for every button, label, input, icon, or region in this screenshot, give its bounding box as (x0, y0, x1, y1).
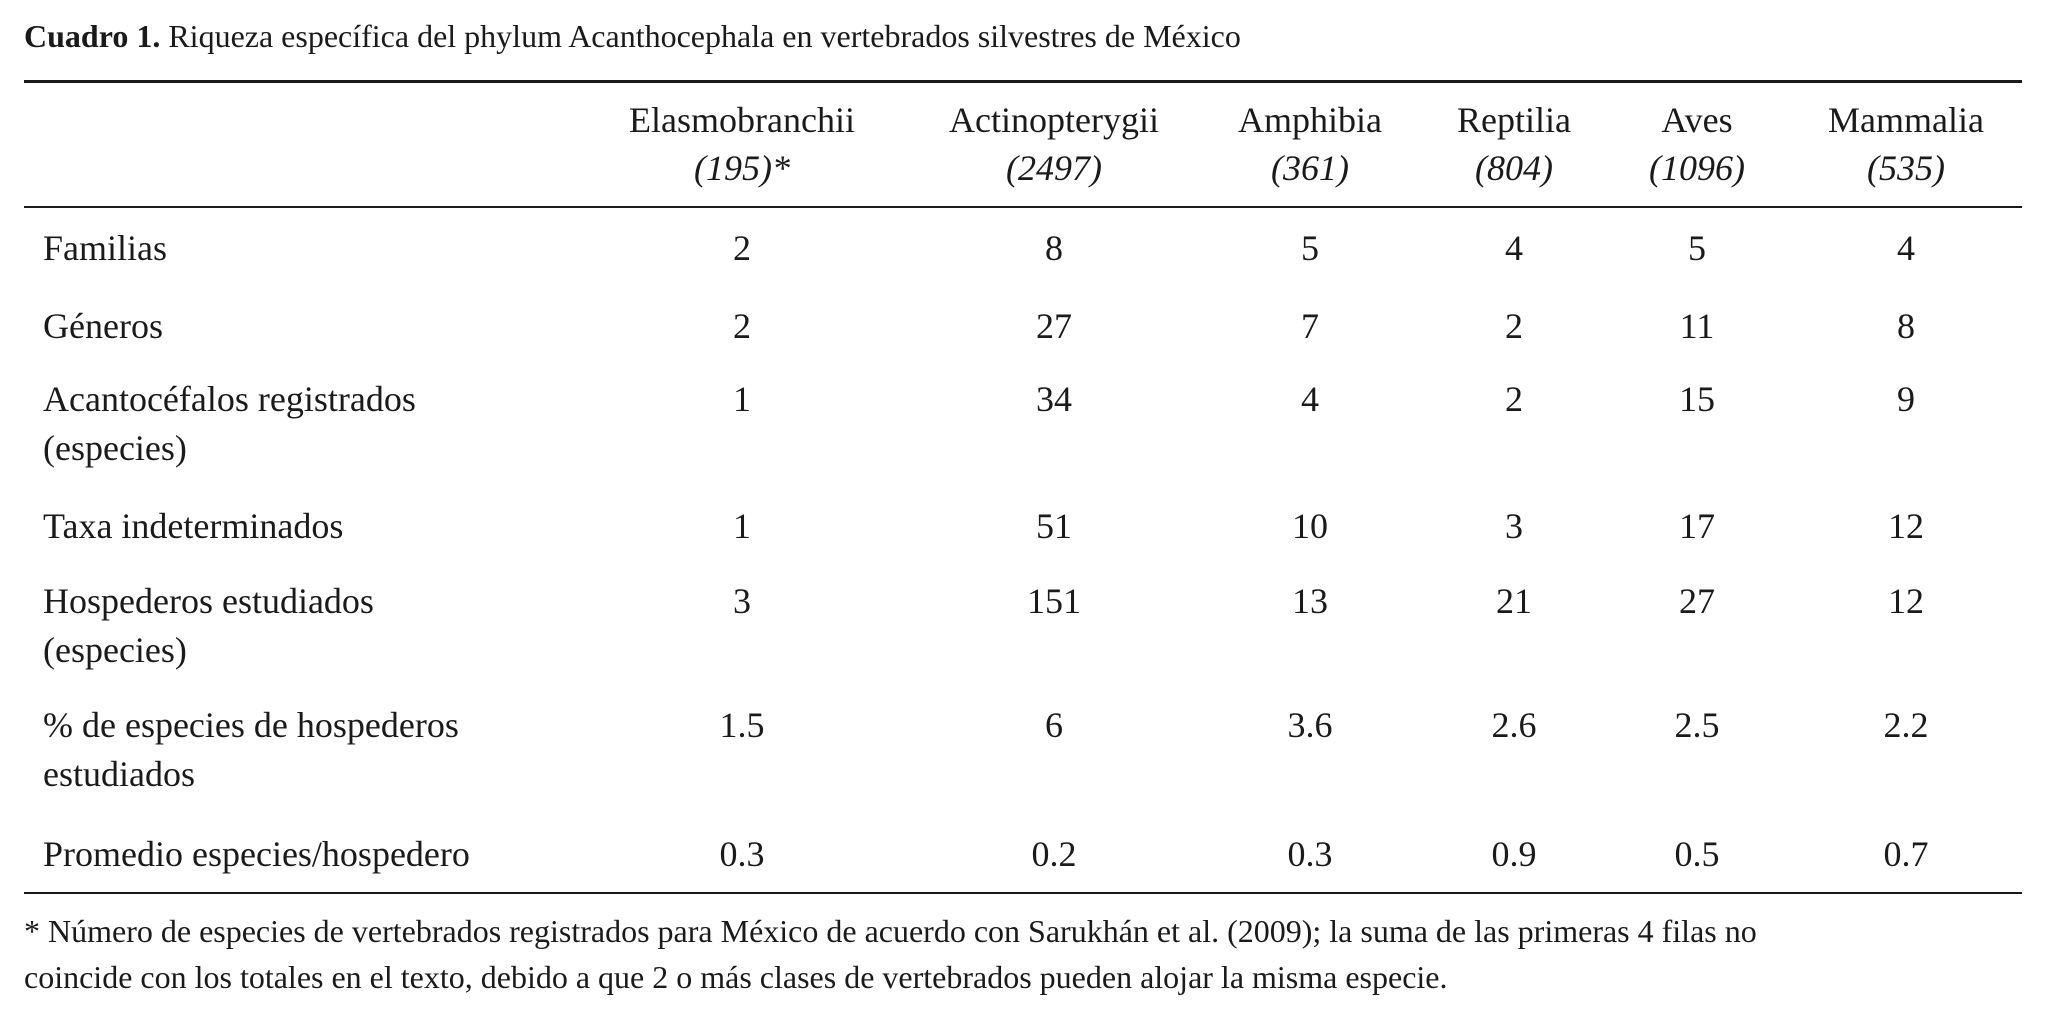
column-name: Elasmobranchii (629, 100, 855, 140)
table-cell: 3.6 (1287, 705, 1333, 745)
column-count: (535) (1867, 148, 1945, 188)
column-header-mammalia (1828, 96, 1984, 192)
table-cell: 15 (1679, 379, 1715, 419)
table-cell: 0.2 (1031, 834, 1077, 874)
table-cell: 0.9 (1491, 834, 1537, 874)
column-name: Mammalia (1828, 100, 1984, 140)
bottom-rule (24, 892, 2022, 894)
table-cell: 11 (1679, 306, 1715, 346)
table-cell: 17 (1679, 506, 1715, 546)
table-cell: 5 (1688, 228, 1706, 268)
table-cell: 1.5 (719, 705, 765, 745)
row-label: Familias (43, 228, 167, 268)
column-header-aves (1649, 96, 1745, 192)
table-cell: 51 (1036, 506, 1072, 546)
table-cell: 27 (1036, 306, 1072, 346)
table-cell: 3 (733, 581, 751, 621)
caption-label: Cuadro 1. (24, 18, 161, 54)
column-name: Actinopterygii (949, 100, 1159, 140)
row-label: Hospederos estudiados (43, 581, 374, 621)
column-name: Amphibia (1238, 100, 1382, 140)
table-cell: 2.6 (1491, 705, 1537, 745)
table-cell: 0.3 (719, 834, 765, 874)
caption-text: Riqueza específica del phylum Acanthocephala en vertebrados silvestres de México (160, 18, 1241, 54)
table-cell: 6 (1045, 705, 1063, 745)
header-rule (24, 206, 2022, 208)
row-label-cont: (especies) (43, 630, 187, 670)
table-cell: 1 (733, 379, 751, 419)
table-cell: 4 (1897, 228, 1915, 268)
column-header-amphibia (1238, 96, 1382, 192)
table-cell: 7 (1301, 306, 1319, 346)
column-header-reptilia (1457, 96, 1571, 192)
row-label-cont: estudiados (43, 754, 195, 794)
table-cell: 5 (1301, 228, 1319, 268)
row-label: % de especies de hospederos (43, 705, 459, 745)
row-label-cont: (especies) (43, 428, 187, 468)
column-header-elasmobranchii (629, 96, 855, 192)
table-cell: 3 (1505, 506, 1523, 546)
table-cell: 0.5 (1674, 834, 1720, 874)
footnote-line: coincide con los totales en el texto, debido a que 2 o más clases de vertebrados pueden alojar la misma especie. (24, 959, 1448, 995)
footnote-line: * Número de especies de vertebrados registrados para México de acuerdo con Sarukhán et al. (2009); la suma de las primeras 4 filas no (24, 913, 1757, 949)
top-rule (24, 80, 2022, 83)
table-caption (24, 14, 1241, 58)
column-header-actinopterygii (949, 96, 1159, 192)
table-cell: 151 (1027, 581, 1081, 621)
table-cell: 4 (1301, 379, 1319, 419)
table-cell: 2 (733, 228, 751, 268)
column-name: Reptilia (1457, 100, 1571, 140)
table-cell: 2 (1505, 379, 1523, 419)
table-cell: 12 (1888, 506, 1924, 546)
column-count: (195)* (694, 148, 790, 188)
column-count: (1096) (1649, 148, 1745, 188)
table-cell: 2 (733, 306, 751, 346)
table-cell: 12 (1888, 581, 1924, 621)
table-cell: 8 (1045, 228, 1063, 268)
row-label: Promedio especies/hospedero (43, 834, 470, 874)
table-cell: 1 (733, 506, 751, 546)
table-cell: 34 (1036, 379, 1072, 419)
table-cell: 27 (1679, 581, 1715, 621)
table-footnote (24, 908, 2034, 1000)
row-label: Taxa indeterminados (43, 506, 344, 546)
row-label: Géneros (43, 306, 163, 346)
column-name: Aves (1661, 100, 1733, 140)
row-label: Acantocéfalos registrados (43, 379, 416, 419)
column-count: (804) (1475, 148, 1553, 188)
table-cell: 2 (1505, 306, 1523, 346)
column-count: (2497) (1006, 148, 1102, 188)
column-count: (361) (1271, 148, 1349, 188)
table-cell: 0.3 (1287, 834, 1333, 874)
table-cell: 10 (1292, 506, 1328, 546)
table-cell: 4 (1505, 228, 1523, 268)
table-cell: 2.2 (1883, 705, 1929, 745)
table-cell: 9 (1897, 379, 1915, 419)
table-cell: 0.7 (1883, 834, 1929, 874)
table-cell: 21 (1496, 581, 1532, 621)
table-cell: 8 (1897, 306, 1915, 346)
table-cell: 2.5 (1674, 705, 1720, 745)
table-cell: 13 (1292, 581, 1328, 621)
